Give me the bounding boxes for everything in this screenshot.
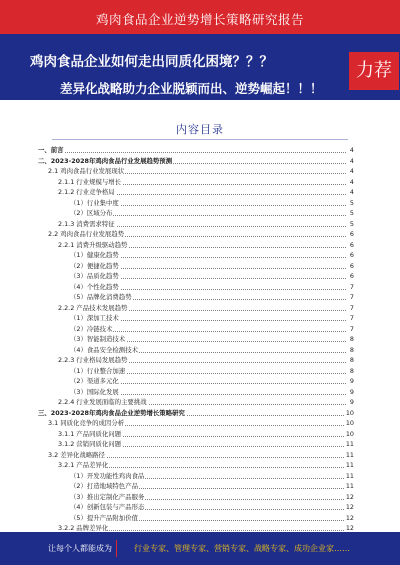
toc-entry-text: 3.1.2 营销同质化问题 — [58, 440, 122, 448]
toc-entry-page: 4 — [349, 156, 354, 165]
toc-entry-text: 2.1.2 行业竞争格局 — [58, 188, 115, 196]
toc-entry-text: 2.2.1 消费升级驱动趋势 — [58, 240, 128, 249]
toc-entry-text: 一、前言 — [38, 146, 64, 154]
toc-entry-text: 3.2.1 产品差异化 — [58, 461, 109, 469]
promo-banner — [0, 34, 400, 100]
toc-entry-page: 11 — [345, 440, 354, 448]
toc-entry-page: 7 — [349, 314, 354, 322]
toc-entry-page: 9 — [349, 377, 354, 385]
toc-entry[interactable] — [38, 429, 354, 440]
toc-entry[interactable] — [38, 313, 354, 324]
toc-entry[interactable] — [38, 481, 354, 492]
toc-entry-page: 8 — [349, 335, 354, 343]
toc-entry[interactable] — [38, 408, 354, 419]
toc-entry-page: 5 — [349, 198, 354, 207]
toc-entry[interactable] — [38, 219, 354, 230]
toc-entry[interactable] — [38, 229, 354, 240]
toc-entry-page: 8 — [349, 356, 354, 364]
toc-entry-text: 2.2.3 行业格局发展趋势 — [58, 356, 128, 364]
toc-entry-page: 9 — [349, 398, 354, 406]
toc-entry-text: （1）行业集中度 — [70, 198, 119, 207]
toc-entry[interactable] — [38, 166, 354, 177]
toc-entry[interactable] — [38, 397, 354, 408]
toc-entry[interactable] — [38, 208, 354, 219]
toc-entry-page: 12 — [345, 524, 354, 532]
banner-headline: 鸡肉食品企业如何走出同质化困境？？？ — [30, 54, 273, 70]
toc-entry[interactable] — [38, 240, 354, 251]
toc-entry-text: （2）区域分布 — [70, 209, 113, 217]
toc-entry-page: 11 — [345, 461, 354, 469]
toc-entry-text: 2.1.3 消费需求特征 — [58, 219, 115, 228]
footer-bar — [0, 532, 400, 565]
toc-entry-text: （3）国际化发展 — [70, 387, 119, 396]
toc-entry[interactable] — [38, 303, 354, 314]
toc-entry[interactable] — [38, 261, 354, 272]
toc-entry[interactable] — [38, 460, 354, 471]
toc-entry-text: （1）行业整合加速 — [70, 366, 126, 375]
toc-entry[interactable] — [38, 145, 354, 156]
toc-entry-page: 8 — [349, 366, 354, 375]
toc-entry-page: 8 — [349, 345, 354, 354]
toc-entry-page: 4 — [349, 177, 354, 186]
toc-entry[interactable] — [38, 492, 354, 503]
toc-entry-page: 4 — [349, 146, 354, 154]
toc-entry-page: 9 — [349, 387, 354, 396]
toc-entry-page: 6 — [349, 261, 354, 270]
toc-entry-page: 5 — [349, 219, 354, 228]
toc-entry[interactable] — [38, 502, 354, 513]
toc-entry-page: 6 — [349, 251, 354, 259]
toc-entry-page: 7 — [349, 282, 354, 291]
table-of-contents — [38, 145, 354, 534]
toc-entry-text: （2）打造地域特色产品 — [70, 482, 138, 490]
toc-entry-page: 4 — [349, 188, 354, 196]
toc-entry-text: 2.1.1 行业规模与增长 — [58, 177, 122, 186]
toc-leader-dots — [38, 152, 346, 153]
toc-entry-page: 7 — [349, 293, 354, 301]
toc-entry[interactable] — [38, 324, 354, 335]
toc-entry[interactable] — [38, 282, 354, 293]
toc-entry-page: 6 — [349, 240, 354, 249]
toc-entry[interactable] — [38, 418, 354, 429]
toc-entry-page: 11 — [345, 471, 354, 480]
footer-divider — [116, 540, 117, 557]
toc-entry-text: （3）品质化趋势 — [70, 272, 119, 280]
toc-entry-text: 3.2.2 品牌差异化 — [58, 524, 109, 532]
toc-entry[interactable] — [38, 271, 354, 282]
toc-entry-page: 12 — [345, 503, 354, 511]
toc-entry-text: 三、2023-2028年鸡肉食品企业逆势增长策略研究 — [38, 408, 185, 417]
toc-entry[interactable] — [38, 387, 354, 398]
toc-entry-text: （2）渠道多元化 — [70, 377, 119, 385]
toc-entry[interactable] — [38, 513, 354, 524]
toc-entry-text: （1）深加工技术 — [70, 314, 119, 322]
toc-entry[interactable] — [38, 439, 354, 450]
toc-divider — [52, 139, 348, 140]
toc-entry-text: 2.2 鸡肉食品行业发展趋势 — [48, 230, 125, 238]
toc-title: 内容目录 — [176, 123, 224, 136]
toc-entry-page: 12 — [345, 513, 354, 522]
toc-entry-text: （5）提升产品附加价值 — [70, 513, 138, 522]
toc-entry-text: （3）智能制造技术 — [70, 335, 126, 343]
toc-entry-text: （2）冷链技术 — [70, 324, 113, 333]
header-bar — [0, 0, 400, 34]
footer-expert-list: 行业专家、管理专家、营销专家、战略专家、成功企业家…… — [134, 544, 350, 553]
toc-entry-text: 3.1 同质化竞争的成因分析 — [48, 419, 125, 427]
toc-entry[interactable] — [38, 366, 354, 377]
toc-entry[interactable] — [38, 250, 354, 261]
toc-entry-text: （1）开发功能性鸡肉食品 — [70, 471, 145, 480]
footer-slogan: 让每个人都能成为 — [48, 544, 112, 553]
toc-entry-text: 3.1.1 产品同质化问题 — [58, 429, 122, 438]
toc-entry[interactable] — [38, 355, 354, 366]
toc-entry[interactable] — [38, 177, 354, 188]
toc-entry-page: 10 — [345, 408, 354, 417]
toc-entry-page: 11 — [345, 450, 354, 459]
toc-entry[interactable] — [38, 156, 354, 167]
toc-entry-text: 2.2.2 产品技术发展趋势 — [58, 303, 128, 312]
toc-entry[interactable] — [38, 450, 354, 461]
toc-entry-text: 2.1 鸡肉食品行业发展现状 — [48, 167, 125, 175]
toc-entry-page: 7 — [349, 303, 354, 312]
toc-entry[interactable] — [38, 334, 354, 345]
toc-entry[interactable] — [38, 471, 354, 482]
toc-entry[interactable] — [38, 198, 354, 209]
toc-entry-page: 7 — [349, 324, 354, 333]
toc-entry-page: 10 — [345, 429, 354, 438]
recommend-badge: 力荐 — [349, 52, 399, 90]
toc-entry-page: 4 — [349, 167, 354, 175]
toc-entry-text: （1）健康化趋势 — [70, 251, 119, 259]
toc-entry[interactable] — [38, 187, 354, 198]
toc-entry-page: 6 — [349, 272, 354, 280]
toc-entry-page: 11 — [345, 482, 354, 490]
toc-entry-text: （4）创新包装与产品形态 — [70, 503, 145, 511]
toc-entry[interactable] — [38, 292, 354, 303]
toc-entry-text: （4）个性化趋势 — [70, 282, 119, 291]
toc-entry-page: 10 — [345, 419, 354, 427]
toc-entry-text: （2）便捷化趋势 — [70, 261, 119, 270]
toc-entry-page: 5 — [349, 209, 354, 217]
toc-entry-page: 12 — [345, 492, 354, 501]
toc-entry-text: （5）品牌化消费趋势 — [70, 293, 132, 301]
report-title: 鸡肉食品企业逆势增长策略研究报告 — [95, 12, 304, 27]
toc-entry-text: 2.2.4 行业发展面临的主要挑战 — [58, 398, 147, 406]
toc-entry-text: 3.2 差异化战略路径 — [48, 450, 105, 459]
toc-entry-page: 6 — [349, 230, 354, 238]
banner-subheadline: 差异化战略助力企业脱颖而出、逆势崛起！！！ — [60, 81, 323, 96]
toc-entry[interactable] — [38, 376, 354, 387]
toc-entry-text: （4）食品安全检测技术 — [70, 345, 138, 354]
toc-entry-text: 二、2023-2028年鸡肉食品行业发展趋势预测 — [38, 156, 173, 165]
toc-entry[interactable] — [38, 345, 354, 356]
toc-entry-text: （3）推出定制化产品服务 — [70, 492, 145, 501]
